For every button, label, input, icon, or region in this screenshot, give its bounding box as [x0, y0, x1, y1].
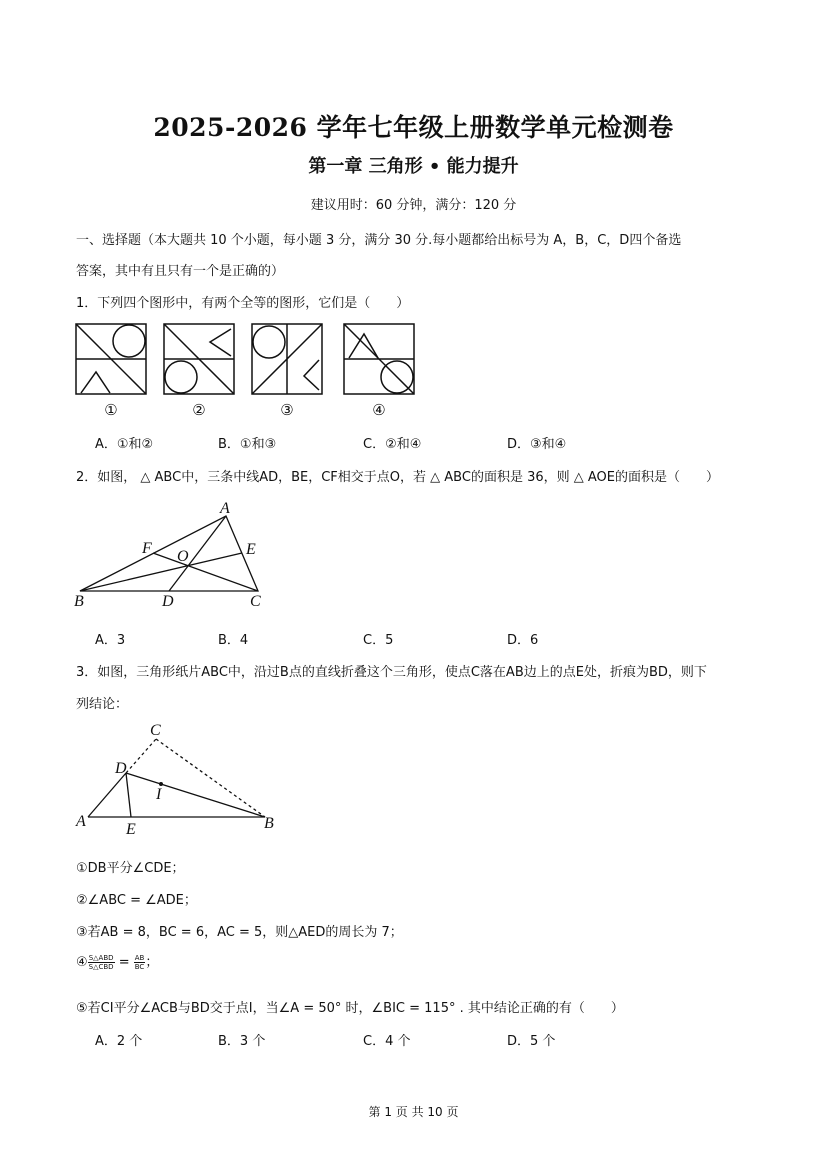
q3-conclusion-1: ①DB平分∠CDE； [76, 861, 185, 876]
q3-conclusion-2: ②∠ABC = ∠ADE； [76, 893, 197, 908]
q2-point-b: B [74, 593, 84, 610]
q3-c4-fraction-sides [134, 954, 146, 971]
q3-point-i: I [156, 786, 162, 803]
q1-figure-3 [252, 324, 322, 394]
q1-label-4: ④ [372, 403, 386, 419]
q1-label-3: ③ [280, 403, 294, 419]
q3-c4-fraction-area [88, 954, 115, 971]
q2-stem: 2．如图， △ ABC中，三条中线AD，BE，CF相交于点O，若 △ ABC的面积是 36，则 △ AOE的面积是（ ） [76, 470, 719, 485]
q2-point-a: A [220, 500, 230, 517]
q3-stem-line1: 3．如图，三角形纸片ABC中，沿过B点的直线折叠这个三角形，使点C落在AB边上的点E处，折痕为BD，则下 [76, 665, 707, 680]
q3-c4-equals: = [114, 955, 134, 970]
q3-stem-line2: 列结论： [76, 697, 129, 712]
q3-option-b: B．3 个 [218, 1034, 266, 1049]
page-footer: 第 1 页 共 10 页 [368, 1105, 459, 1119]
q3-c4-prefix: ④ [76, 955, 88, 970]
page-title: 2025-2026 学年七年级上册数学单元检测卷 [153, 113, 674, 142]
q1-figure-4 [344, 324, 414, 394]
q1-option-c: C．②和④ [363, 437, 422, 452]
q2-point-f: F [142, 540, 152, 557]
q1-option-b: B．①和③ [218, 437, 277, 452]
q1-stem: 1．下列四个图形中，有两个全等的图形，它们是（ ） [76, 296, 410, 311]
q2-point-c: C [250, 593, 261, 610]
q1-figures [70, 318, 430, 422]
q1-label-2: ② [192, 403, 206, 419]
q2-triangle-figure [70, 496, 280, 614]
q3-c4-frac2-num: AB [134, 954, 145, 962]
q1-option-a: A．①和② [95, 437, 154, 452]
section-heading-line2: 答案，其中有且只有一个是正确的） [76, 264, 285, 279]
q3-option-c: C．4 个 [363, 1034, 411, 1049]
chapter-subtitle: 第一章 三角形 • 能力提升 [308, 156, 519, 177]
q3-point-e: E [126, 821, 136, 838]
q2-option-d: D．6 [507, 633, 539, 648]
q2-option-c: C．5 [363, 633, 394, 648]
q2-option-b: B．4 [218, 633, 249, 648]
time-info: 建议用时：60 分钟，满分：120 分 [310, 198, 517, 213]
q3-c4-frac1-den: S△CBD [88, 963, 114, 971]
q1-figure-2 [164, 324, 234, 394]
q3-point-d: D [115, 760, 127, 777]
q3-point-a: A [76, 813, 86, 830]
q2-point-e: E [246, 541, 256, 558]
q2-point-o: O [177, 548, 189, 565]
q3-point-c: C [150, 722, 161, 739]
q3-option-d: D．5 个 [507, 1034, 556, 1049]
q1-option-d: D．③和④ [507, 437, 567, 452]
section-heading-line1: 一、选择题（本大题共 10 个小题，每小题 3 分，满分 30 分.每小题都给出标号为 A，B，C，D四个备选 [76, 233, 682, 248]
q3-c4-frac1-num: S△ABD [88, 954, 114, 962]
q3-point-b: B [264, 815, 274, 832]
q3-conclusion-3: ③若AB = 8，BC = 6，AC = 5，则△AED的周长为 7； [76, 925, 403, 940]
q1-label-1: ① [104, 403, 118, 419]
q3-c4-frac2-den: BC [134, 963, 145, 971]
q3-c4-suffix: ； [145, 955, 159, 970]
q3-fold-figure [70, 718, 285, 842]
q2-point-d: D [162, 593, 174, 610]
q2-option-a: A．3 [95, 633, 126, 648]
q3-option-a: A．2 个 [95, 1034, 143, 1049]
q3-conclusion-5: ⑤若CI平分∠ACB与BD交于点I，当∠A = 50° 时，∠BIC = 115° . 其中结论正确的有（ ） [76, 1001, 624, 1016]
q1-figure-1 [76, 324, 146, 394]
q3-conclusion-4 [76, 951, 158, 971]
